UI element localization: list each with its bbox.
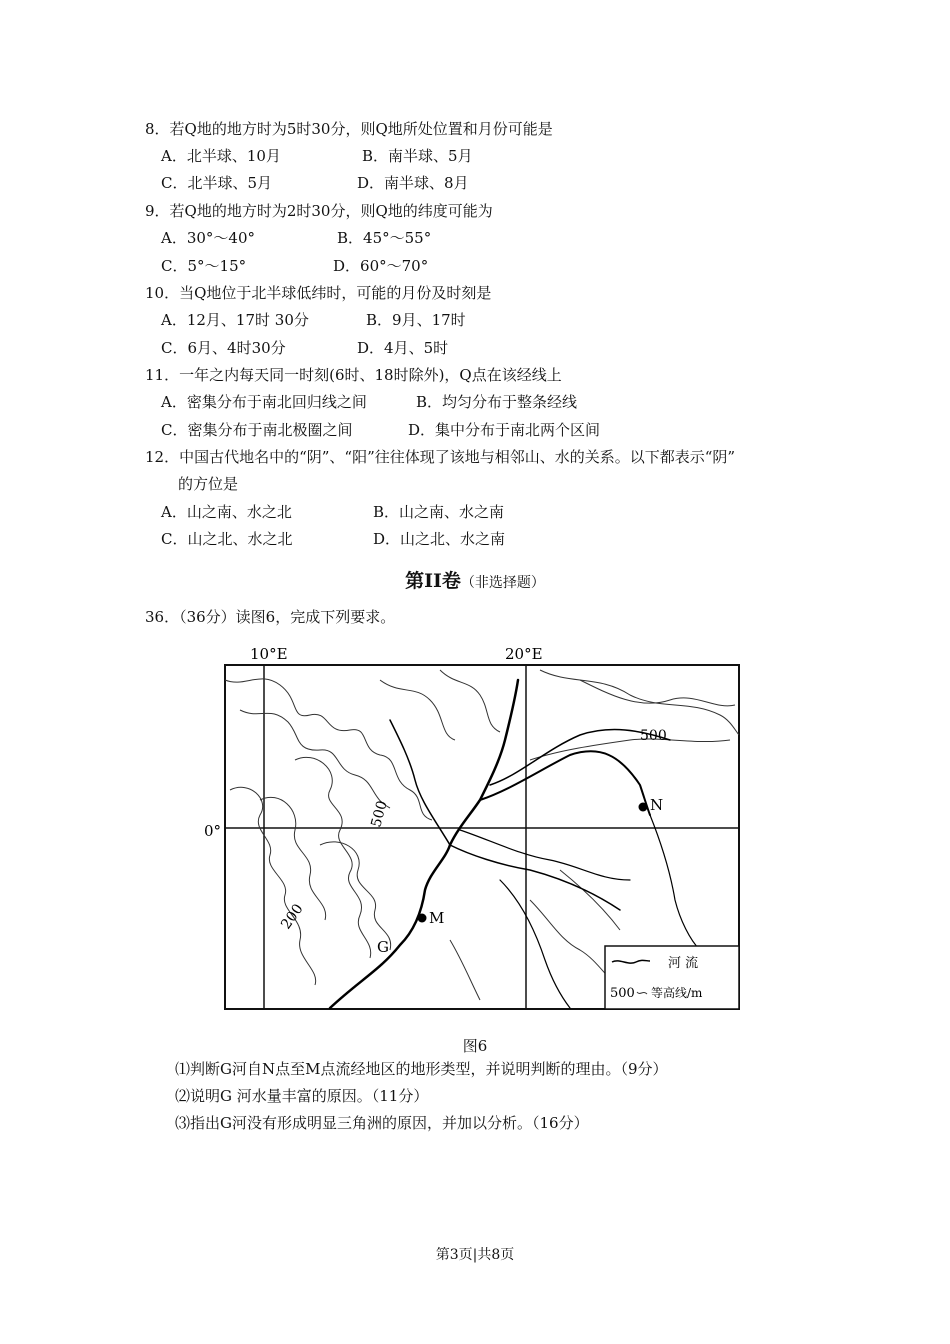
question-10-option-c: C．6月、4时30分 (161, 339, 286, 357)
longitude-label-10e: 10°E (250, 645, 288, 663)
question-10-option-b: B．9月、17时 (366, 311, 466, 329)
point-m-label: M (429, 909, 445, 927)
point-n-marker (639, 803, 648, 812)
latitude-label-0: 0° (204, 822, 222, 840)
question-12-option-d: D．山之北、水之南 (373, 530, 506, 548)
figure-caption: 图6 (462, 1037, 488, 1055)
question-9-option-c: C．5°～15° (161, 257, 247, 275)
legend-river-label: 河 流 (668, 956, 699, 971)
section-subtitle: （非选择题） (460, 575, 545, 591)
question-11-option-b: B．均匀分布于整条经线 (416, 393, 578, 411)
question-12-option-b: B．山之南、水之南 (373, 503, 505, 521)
question-8-option-c: C．北半球、5月 (161, 174, 273, 192)
contour-label-200: 200 (278, 901, 307, 933)
question-36-part-3: ⑶指出G河没有形成明显三角洲的原因，并加以分析。（16分） (175, 1114, 589, 1132)
river-g-label: G (377, 938, 389, 956)
section-title-main: 第II卷 (405, 570, 461, 592)
question-10-stem: 10．当Q地位于北半球低纬时，可能的月份及时刻是 (145, 284, 492, 302)
section-title (0, 566, 950, 593)
question-8-option-b: B．南半球、5月 (362, 147, 473, 165)
point-n-label: N (650, 796, 664, 814)
map-legend (605, 946, 739, 1009)
g-river-upper-course (480, 751, 650, 815)
question-36-part-1: ⑴判断G河自N点至M点流经地区的地形类型，并说明判断的理由。（9分） (175, 1060, 668, 1078)
question-8-option-d: D．南半球、8月 (357, 174, 469, 192)
g-river-main (330, 680, 518, 1008)
page-footer: 第3页|共8页 (435, 1247, 515, 1263)
tributary-far-east (650, 815, 700, 950)
question-12-stem-continued: 的方位是 (178, 475, 239, 493)
question-9-option-a: A．30°～40° (161, 229, 256, 247)
legend-contour-label: 等高线/m (651, 986, 703, 1000)
question-12-option-c: C．山之北、水之北 (161, 530, 293, 548)
question-11-option-c: C．密集分布于南北极圈之间 (161, 421, 353, 439)
contour-label-500-west: 500 (368, 799, 391, 830)
question-11-option-a: A．密集分布于南北回归线之间 (161, 393, 367, 411)
tributary-southeast (500, 880, 570, 1008)
question-9-stem: 9．若Q地的地方时为2时30分，则Q地的纬度可能为 (145, 202, 493, 220)
question-9-option-b: B．45°～55° (337, 229, 432, 247)
question-10-option-a: A．12月、17时 30分 (161, 311, 309, 329)
question-12-option-a: A．山之南、水之北 (161, 503, 292, 521)
tributary-northwest (390, 720, 450, 845)
question-36-part-2: ⑵说明G 河水量丰富的原因。（11分） (175, 1087, 429, 1105)
contour-label-500-east: 500 (640, 728, 667, 744)
river-basin-map (200, 640, 760, 1020)
question-36-stem: 36．（36分）读图6，完成下列要求。 (145, 608, 396, 626)
question-8-stem: 8．若Q地的地方时为5时30分，则Q地所处位置和月份可能是 (145, 120, 553, 138)
legend-contour-value: 500 (610, 986, 635, 1001)
longitude-label-20e: 20°E (505, 645, 543, 663)
question-8-option-a: A．北半球、10月 (161, 147, 281, 165)
tributary-central (460, 830, 630, 880)
question-9-option-d: D．60°～70° (333, 257, 429, 275)
question-11-option-d: D．集中分布于南北两个区间 (408, 421, 601, 439)
question-11-stem: 11．一年之内每天同一时刻(6时、18时除外)，Q点在该经线上 (145, 366, 562, 384)
point-m-marker (418, 914, 427, 923)
question-10-option-d: D．4月、5时 (357, 339, 449, 357)
question-12-stem: 12．中国古代地名中的“阴”、“阳”往往体现了该地与相邻山、水的关系。以下都表示“阴” (145, 448, 736, 466)
